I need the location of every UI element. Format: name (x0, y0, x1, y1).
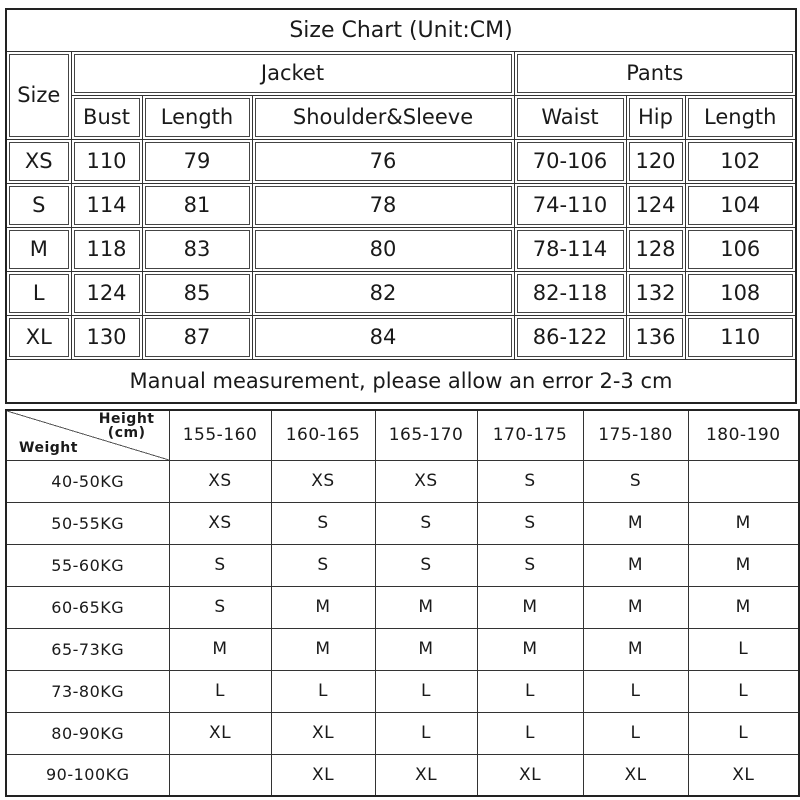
size-row (6, 139, 796, 183)
measurement-cell: 76 (252, 139, 514, 183)
recommended-size-cell: L (477, 712, 583, 754)
recommended-size-cell: M (169, 628, 271, 670)
recommended-size-cell: L (375, 712, 477, 754)
weight-range-cell: 73-80KG (6, 670, 169, 712)
recommended-size-cell: XL (169, 712, 271, 754)
measurement-cell: 110 (685, 315, 796, 359)
height-range-header: 170-175 (477, 410, 583, 460)
measurement-cell: 110 (71, 139, 142, 183)
fit-chart-table (5, 409, 800, 797)
measurement-cell: 104 (685, 183, 796, 227)
measurement-cell: 78-114 (514, 227, 626, 271)
recommended-size-cell: S (477, 460, 583, 502)
size-name-cell: XS (6, 139, 71, 183)
measurement-cell: 106 (685, 227, 796, 271)
size-name-cell: L (6, 271, 71, 315)
size-name-cell: M (6, 227, 71, 271)
recommended-size-cell: M (688, 544, 799, 586)
recommended-size-cell: M (583, 544, 688, 586)
weight-range-cell: 60-65KG (6, 586, 169, 628)
measurement-cell: 82 (252, 271, 514, 315)
measurement-cell: 102 (685, 139, 796, 183)
weight-range-cell: 80-90KG (6, 712, 169, 754)
size-chart-title: Size Chart (Unit:CM) (6, 9, 796, 51)
height-label: Height (98, 411, 155, 427)
measurement-cell: 85 (142, 271, 252, 315)
measurement-cell: 80 (252, 227, 514, 271)
weight-row (6, 628, 799, 670)
recommended-size-cell: M (477, 586, 583, 628)
recommended-size-cell: L (271, 670, 375, 712)
height-range-header: 180-190 (688, 410, 799, 460)
recommended-size-cell: S (375, 502, 477, 544)
recommended-size-cell: M (375, 586, 477, 628)
recommended-size-cell: XS (169, 460, 271, 502)
measurement-cell: 81 (142, 183, 252, 227)
recommended-size-cell: XS (169, 502, 271, 544)
size-row (6, 315, 796, 359)
hip-header: Hip (626, 95, 685, 139)
weight-row (6, 586, 799, 628)
weight-row (6, 670, 799, 712)
shoulder-sleeve-header: Shoulder&Sleeve (252, 95, 514, 139)
weight-range-cell: 90-100KG (6, 754, 169, 796)
pants-group-header: Pants (514, 51, 796, 95)
size-row (6, 227, 796, 271)
recommended-size-cell: L (583, 670, 688, 712)
recommended-size-cell: XL (271, 712, 375, 754)
measurement-cell: 87 (142, 315, 252, 359)
recommended-size-cell: M (583, 502, 688, 544)
weight-range-cell: 40-50KG (6, 460, 169, 502)
recommended-size-cell: M (271, 586, 375, 628)
height-unit: (cm) (107, 425, 146, 441)
size-chart-body (6, 139, 796, 359)
weight-range-cell: 55-60KG (6, 544, 169, 586)
jacket-length-header: Length (142, 95, 252, 139)
recommended-size-cell: M (375, 628, 477, 670)
waist-header: Waist (514, 95, 626, 139)
recommended-size-cell: L (688, 712, 799, 754)
measurement-cell: 70-106 (514, 139, 626, 183)
measurement-cell: 124 (71, 271, 142, 315)
measurement-cell: 108 (685, 271, 796, 315)
weight-row (6, 460, 799, 502)
weight-row (6, 754, 799, 796)
weight-range-cell: 50-55KG (6, 502, 169, 544)
recommended-size-cell: XL (583, 754, 688, 796)
weight-row (6, 712, 799, 754)
size-header: Size (6, 51, 71, 139)
height-range-header: 155-160 (169, 410, 271, 460)
recommended-size-cell (688, 460, 799, 502)
size-row (6, 271, 796, 315)
recommended-size-cell: L (688, 628, 799, 670)
recommended-size-cell: XL (477, 754, 583, 796)
recommended-size-cell: L (169, 670, 271, 712)
recommended-size-cell: L (583, 712, 688, 754)
recommended-size-cell: XL (375, 754, 477, 796)
recommended-size-cell: S (375, 544, 477, 586)
recommended-size-cell: S (271, 544, 375, 586)
size-chart-table (5, 8, 797, 404)
measurement-cell: 130 (71, 315, 142, 359)
recommended-size-cell: S (169, 586, 271, 628)
recommended-size-cell: XS (271, 460, 375, 502)
recommended-size-cell: M (271, 628, 375, 670)
recommended-size-cell (169, 754, 271, 796)
recommended-size-cell: M (688, 586, 799, 628)
recommended-size-cell: L (477, 670, 583, 712)
weight-row (6, 544, 799, 586)
pants-length-header: Length (685, 95, 796, 139)
height-weight-corner (6, 410, 169, 460)
measurement-cell: 86-122 (514, 315, 626, 359)
weight-row (6, 502, 799, 544)
height-label-block (99, 412, 155, 440)
recommended-size-cell: XS (375, 460, 477, 502)
recommended-size-cell: M (583, 586, 688, 628)
height-range-header: 175-180 (583, 410, 688, 460)
size-name-cell: S (6, 183, 71, 227)
bust-header: Bust (71, 95, 142, 139)
recommended-size-cell: XL (688, 754, 799, 796)
recommended-size-cell: XL (271, 754, 375, 796)
recommended-size-cell: M (477, 628, 583, 670)
measurement-cell: 83 (142, 227, 252, 271)
measurement-cell: 79 (142, 139, 252, 183)
weight-label: Weight (19, 439, 78, 456)
recommended-size-cell: M (688, 502, 799, 544)
measurement-cell: 124 (626, 183, 685, 227)
recommended-size-cell: M (583, 628, 688, 670)
recommended-size-cell: S (583, 460, 688, 502)
recommended-size-cell: L (375, 670, 477, 712)
measurement-cell: 78 (252, 183, 514, 227)
recommended-size-cell: S (169, 544, 271, 586)
recommended-size-cell: S (477, 502, 583, 544)
size-row (6, 183, 796, 227)
size-name-cell: XL (6, 315, 71, 359)
height-range-header: 165-170 (375, 410, 477, 460)
recommended-size-cell: S (477, 544, 583, 586)
recommended-size-cell: S (271, 502, 375, 544)
measurement-cell: 132 (626, 271, 685, 315)
measurement-cell: 120 (626, 139, 685, 183)
measurement-cell: 82-118 (514, 271, 626, 315)
measurement-cell: 118 (71, 227, 142, 271)
measurement-cell: 136 (626, 315, 685, 359)
measurement-note: Manual measurement, please allow an error 2-3 cm (6, 359, 796, 403)
measurement-cell: 128 (626, 227, 685, 271)
jacket-group-header: Jacket (71, 51, 514, 95)
measurement-cell: 114 (71, 183, 142, 227)
fit-chart-body (6, 460, 799, 796)
recommended-size-cell: L (688, 670, 799, 712)
weight-range-cell: 65-73KG (6, 628, 169, 670)
measurement-cell: 84 (252, 315, 514, 359)
fit-chart-header-row (6, 410, 799, 460)
measurement-cell: 74-110 (514, 183, 626, 227)
height-range-header: 160-165 (271, 410, 375, 460)
